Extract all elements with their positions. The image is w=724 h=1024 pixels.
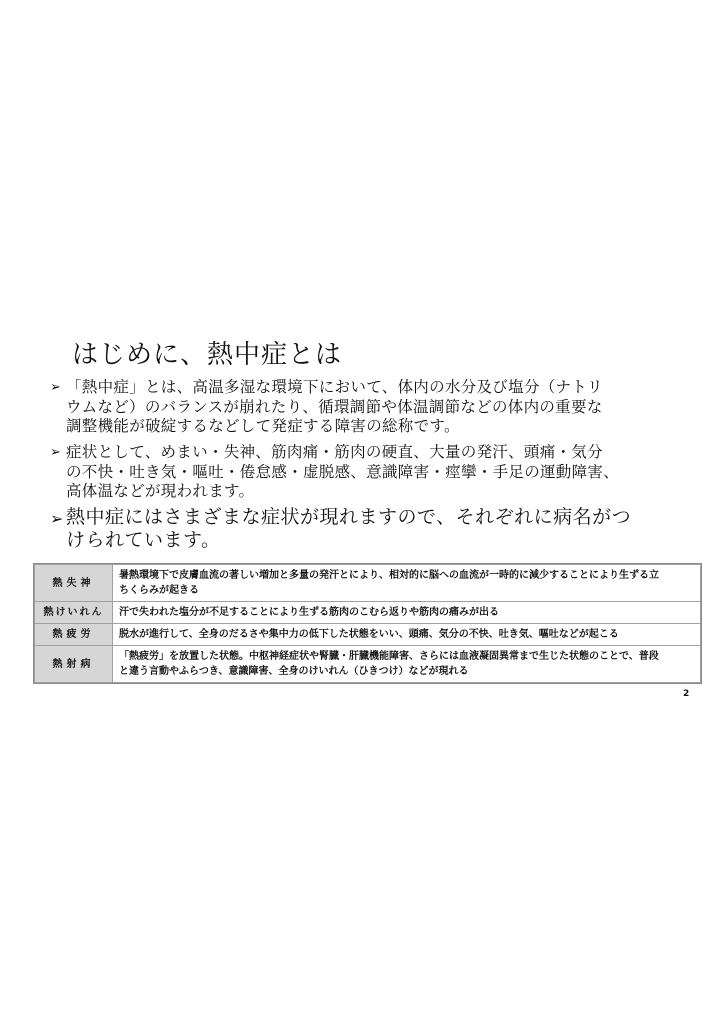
- description-cell: 脱水が進行して、全身のだるさや集中力の低下した状態をいい、頭痛、気分の不快、吐き気、嘔吐などが起こる: [113, 624, 701, 646]
- description-cell: 暑熱環境下で皮膚血流の著しい増加と多量の発汗とにより、相対的に脳への血流が一時的に減少することにより生ずる立 ちくらみが起きる: [113, 565, 701, 602]
- page-number: 2: [683, 689, 690, 699]
- slide-title: はじめに、熱中症とは: [72, 340, 343, 370]
- table-row: [35, 565, 701, 602]
- table-row: [35, 602, 701, 624]
- bullet-text: 「熱中症」とは、高温多湿な環境下において、体内の水分及び塩分（ナトリ ウムなど）のバランスが崩れたり、循環調節や体温調節などの体内の重要な 調整機能が破綻するなどして発症する障害の総称です。: [66, 378, 603, 435]
- term-cell: 熱失神: [35, 565, 113, 602]
- bullet-text: 症状として、めまい・失神、筋肉痛・筋肉の硬直、大量の発汗、頭痛・気分 の不快・吐き気・嘔吐・倦怠感・虚脱感、意識障害・痙攣・手足の運動障害、 高体温などが現われます。: [66, 443, 620, 500]
- bullet-text: 熱中症にはさまざまな症状が現れますので、それぞれに病名がつ けられています。: [66, 506, 632, 551]
- bullet-symptoms: [50, 443, 670, 502]
- table-row: [35, 624, 701, 646]
- term-cell: 熱射病: [35, 646, 113, 683]
- bullet-definition: [50, 378, 670, 437]
- description-cell: 汗で失われた塩分が不足することにより生ずる筋肉のこむら返りや筋肉の痛みが出る: [113, 602, 701, 624]
- arrow-bullet-icon: ➢: [50, 380, 61, 395]
- term-cell: 熱けいれん: [35, 602, 113, 624]
- arrow-bullet-icon: ➢: [50, 445, 61, 460]
- arrow-bullet-icon: ➢: [50, 509, 64, 528]
- description-cell: 「熱疲労」を放置した状態。中枢神経症状や腎臓・肝臓機能障害、さらには血液凝固異常まで生じた状態のことで、普段 と違う言動やふらつき、意識障害、全身のけいれん（ひきつけ）などが現れる: [113, 646, 701, 683]
- heatstroke-types-table: [33, 563, 702, 684]
- table-row: [35, 646, 701, 683]
- term-cell: 熱疲労: [35, 624, 113, 646]
- bullet-disease-names: [50, 506, 670, 552]
